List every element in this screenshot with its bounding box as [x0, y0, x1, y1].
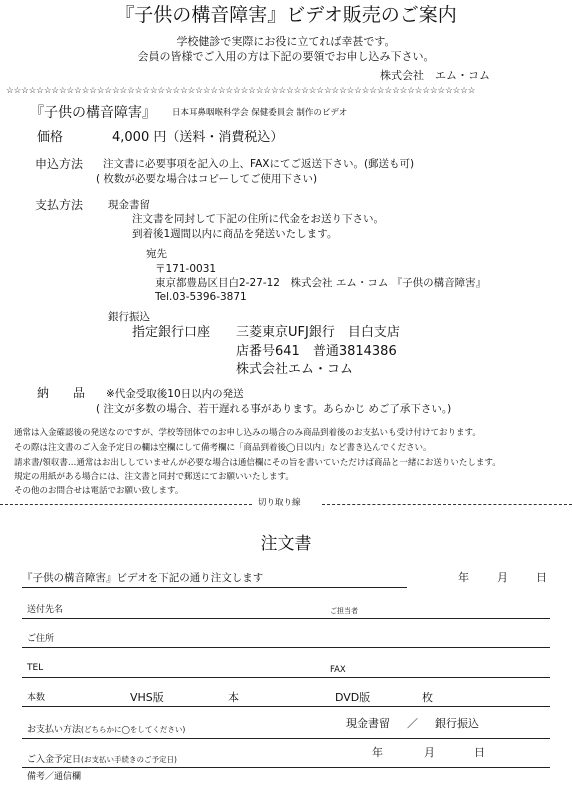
- intro-line-1: 学校健診で実際にお役に立てれば幸甚です。: [176, 35, 396, 48]
- quantity-field[interactable]: [22, 706, 550, 707]
- deposit-date-field[interactable]: [22, 767, 550, 768]
- payment-method-note: (どちらかに◯をしてください): [81, 725, 186, 734]
- cut-line-left: [0, 504, 252, 505]
- postal-code: 〒171-0031: [155, 263, 217, 275]
- contact-person-label: ご担当者: [330, 607, 358, 615]
- price-label: 価格: [37, 130, 64, 145]
- note-1: 通常は入金確認後の発送なのですが、学校等団体でのお申し込みの場合のみ商品到着後のお支払いも受け付けております。: [14, 428, 481, 438]
- note-3: 請求書/領収書…通常はお出ししていませんが必要な場合は通信欄にその旨を書いていただけば商品と一緒にお送りいたします。: [14, 458, 501, 468]
- deposit-date-text: ご入金予定日: [27, 755, 82, 765]
- payment-method-label: [27, 724, 185, 736]
- option-slash: ／: [407, 717, 418, 730]
- tel-label: TEL: [27, 663, 44, 673]
- delivery-line-2: ( 注文が多数の場合、若干遅れる事があります。あらかじ めご了承下さい。): [96, 403, 452, 415]
- payment-method-field: [22, 738, 550, 739]
- payment-label: 支払方法: [35, 198, 84, 212]
- cut-line-label: 切り取り線: [258, 498, 301, 508]
- order-date-year: 年: [458, 571, 469, 584]
- quantity-label: 本数: [27, 693, 46, 703]
- note-5: その他のお問合せは電話でお願い致します。: [14, 486, 184, 496]
- deposit-month: 月: [424, 746, 435, 759]
- company-sign: 株式会社 エム・コム: [380, 69, 490, 82]
- vhs-unit: 本: [228, 691, 239, 704]
- address-label: 宛先: [146, 248, 167, 260]
- intro-line-2: 会員の皆様でご入用の方は下記の要領でお申し込み下さい。: [137, 50, 435, 63]
- note-4: 規定の用紙がある場合には、注文書と同封で郵送にてお願いいたします。: [14, 472, 294, 482]
- dvd-unit: 枚: [422, 691, 433, 704]
- order-date-day: 日: [536, 571, 547, 584]
- note-2: その際は注文書のご入金予定日の欄は空欄にして備考欄に「商品到着後◯日以内」など書き込んでください。: [14, 443, 432, 453]
- delivery-line-1: ※代金受取後10日以内の発送: [106, 388, 244, 400]
- deposit-year: 年: [372, 746, 383, 759]
- application-line-2: ( 枚数が必要な場合はコピーしてご使用下さい): [96, 173, 318, 185]
- dvd-label: DVD版: [335, 691, 371, 704]
- product-producer: 日本耳鼻咽喉科学会 保健委員会 制作のビデオ: [172, 108, 348, 118]
- notes-field-label: 備考／通信欄: [27, 772, 82, 782]
- order-title: 注文書: [260, 534, 312, 554]
- order-intro: 『子供の構音障害』ビデオを下記の通り注文します: [22, 572, 264, 584]
- bank-option[interactable]: 銀行振込: [435, 717, 479, 730]
- recipient-field[interactable]: [22, 618, 550, 619]
- bank-name: 三菱東京UFJ銀行 目白支店: [236, 325, 400, 340]
- bank-account: 店番号641 普通3814386: [236, 344, 397, 359]
- cash-line-2: 到着後1週間以内に商品を発送いたします。: [132, 228, 338, 240]
- price-value: 4,000 円（送料・消費税込）: [112, 130, 284, 145]
- cash-option[interactable]: 現金書留: [346, 717, 390, 730]
- application-label: 申込方法: [35, 157, 84, 171]
- cash-line-1: 注文書を同封して下記の住所に代金をお送り下さい。: [132, 213, 384, 225]
- deposit-date-label: [27, 754, 177, 766]
- payment-method-text: お支払い方法: [27, 725, 82, 735]
- bank-account-label: 指定銀行口座: [132, 325, 211, 340]
- mailing-address: 東京都豊島区目白2-27-12 株式会社 エム・コム 『子供の構音障害』: [155, 277, 487, 289]
- deposit-day: 日: [474, 746, 485, 759]
- cash-title: 現金書留: [108, 199, 150, 211]
- application-line-1: 注文書に必要事項を記入の上、FAXにてご返送下さい。(郵送も可): [103, 158, 415, 170]
- cut-line-right: [322, 504, 572, 505]
- recipient-label: 送付先名: [27, 605, 64, 615]
- page-title: 『子供の構音障害』ビデオ販売のご案内: [115, 4, 457, 26]
- vhs-label: VHS版: [130, 691, 164, 704]
- tel-fax-field[interactable]: [22, 677, 550, 678]
- phone-number: Tel.03-5396-3871: [155, 291, 247, 303]
- intro-underline: [22, 587, 407, 588]
- address-field-label: ご住所: [27, 634, 55, 644]
- delivery-label: 納 品: [37, 386, 86, 400]
- fax-label: FAX: [330, 665, 346, 675]
- star-divider: ☆☆☆☆☆☆☆☆☆☆☆☆☆☆☆☆☆☆☆☆☆☆☆☆☆☆☆☆☆☆☆☆☆☆☆☆☆☆☆☆☆☆☆☆☆☆☆☆☆☆☆☆☆☆☆☆☆☆☆☆☆☆: [6, 86, 476, 96]
- bank-holder: 株式会社エム・コム: [236, 362, 354, 377]
- bank-title: 銀行振込: [108, 311, 150, 323]
- address-field[interactable]: [22, 647, 550, 648]
- deposit-date-note: (お支払い手続きのご予定日): [81, 755, 177, 764]
- order-date-month: 月: [497, 571, 508, 584]
- product-name: 『子供の構音障害』: [30, 105, 156, 121]
